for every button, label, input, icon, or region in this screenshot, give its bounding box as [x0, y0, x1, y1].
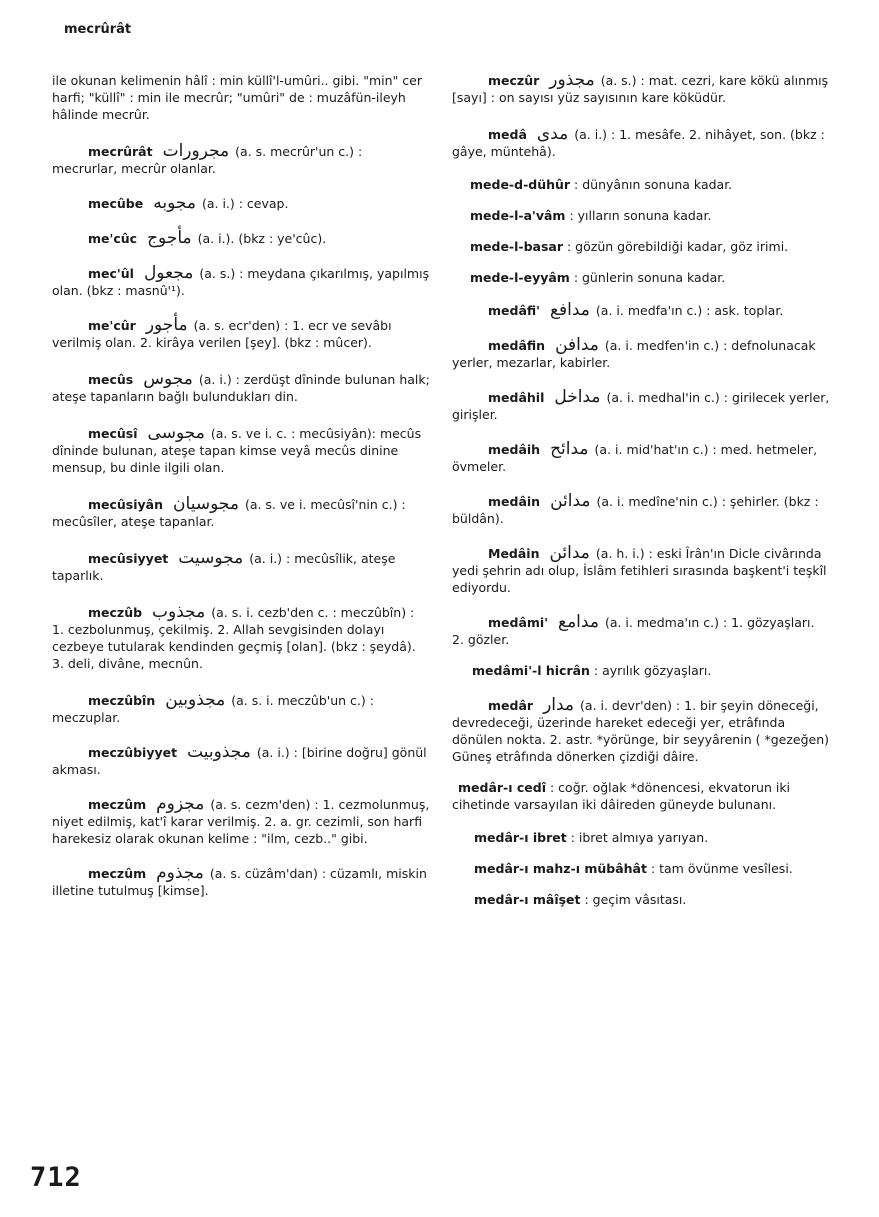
- headword: medâih: [488, 442, 541, 457]
- headword: medâr: [488, 698, 534, 713]
- dictionary-entry: [52, 744, 430, 778]
- definition: (a. s. cezm'den) : 1. cezmolunmuş, niyet edilmiş, kat'î karar verilmiş. 2. a. gr. cezimli, son harfi harekesiz olarak okunan kelime : "ilm, cezb.." gibi.: [52, 797, 430, 846]
- dictionary-entry: [452, 389, 830, 423]
- definition: : günlerin sonuna kadar.: [573, 270, 726, 285]
- arabic-script: مداخل: [554, 387, 601, 407]
- arabic-script: مجوسيت: [178, 548, 244, 568]
- headword: meczûbiyyet: [88, 745, 178, 760]
- arabic-script: مدار: [543, 695, 575, 715]
- headword: meczûm: [88, 797, 147, 812]
- dictionary-entry: [52, 692, 430, 726]
- definition: (a. i.) : mecûsîlik, ateşe taparlık.: [52, 551, 396, 583]
- headword: mede-l-eyyâm: [470, 270, 570, 285]
- headword: meczûm: [88, 866, 147, 881]
- headword: meczûr: [488, 73, 540, 88]
- headword: mecûs: [88, 372, 134, 387]
- arabic-script: مأجور: [145, 315, 188, 335]
- page-number: 712: [30, 1162, 82, 1193]
- headword: mede-l-basar: [470, 239, 564, 254]
- dictionary-entry: [52, 265, 430, 299]
- arabic-script: مجرورات: [162, 141, 230, 161]
- definition: (a. i.) : zerdüşt dîninde bulunan halk; ateşe tapanların bağlı bulundukları din.: [52, 372, 430, 404]
- headword: medâmi': [488, 615, 549, 630]
- arabic-script: مجوبه: [153, 193, 196, 213]
- left-column: [52, 70, 430, 899]
- dictionary-entry: [52, 604, 430, 672]
- dictionary-entry: [452, 697, 830, 765]
- dictionary-entry: [452, 269, 830, 286]
- dictionary-entry: [452, 238, 830, 255]
- definition: (a. i. medhal'in c.) : girilecek yerler, girişler.: [452, 390, 830, 422]
- headword: medâhil: [488, 390, 545, 405]
- dictionary-entry: [52, 143, 430, 177]
- dictionary-entry: [52, 496, 430, 530]
- definition: : ibret almıya yarıyan.: [570, 830, 709, 845]
- definition: (a. i.) : [birine doğru] gönül akması.: [52, 745, 427, 777]
- definition: (a. i. mid'hat'ın c.) : med. hetmeler, övmeler.: [452, 442, 818, 474]
- headword: medâin: [488, 494, 541, 509]
- dictionary-entry: [452, 545, 830, 596]
- dictionary-entry: [452, 779, 830, 813]
- definition: : geçim vâsıtası.: [584, 892, 687, 907]
- dictionary-entry: [52, 195, 430, 212]
- headword: mec'ûl: [88, 266, 134, 281]
- arabic-script: مجعول: [143, 263, 194, 283]
- arabic-script: مدافن: [555, 335, 599, 355]
- arabic-script: مدائن: [549, 543, 590, 563]
- definition: (a. i.). (bkz : ye'cûc).: [197, 231, 327, 246]
- running-header: mecrûrât: [64, 22, 132, 37]
- dictionary-entry: [452, 441, 830, 475]
- dictionary-entry: [52, 371, 430, 405]
- headword: medâfin: [488, 338, 546, 353]
- definition: : yılların sonuna kadar.: [569, 208, 712, 223]
- arabic-script: مجذوبيت: [187, 742, 251, 762]
- dictionary-entry: [452, 493, 830, 527]
- dictionary-entry: [452, 337, 830, 371]
- headword: medâmi'-l hicrân: [472, 663, 590, 678]
- arabic-script: مأجوج: [147, 228, 192, 248]
- dictionary-entry: [452, 860, 830, 877]
- headword: mecûsî: [88, 426, 138, 441]
- definition: (a. i. medîne'nin c.) : şehirler. (bkz : büldân).: [452, 494, 819, 526]
- headword: Medâin: [488, 546, 540, 561]
- arabic-script: مجذور: [549, 70, 595, 90]
- dictionary-entry: [52, 550, 430, 584]
- definition: (a. i. devr'den) : 1. bir şeyin döneceği, devredeceği, üzerinde hareket edeceği yer, etrâfında dönülen nokta. 2. astr. *yörünge, bir seyyârenin ( *gezeğen) Güneş etrâfında dönerken çizdiği dâire.: [452, 698, 829, 764]
- dictionary-entry: [452, 891, 830, 908]
- headword: meczûbîn: [88, 693, 156, 708]
- headword: mecûsiyyet: [88, 551, 169, 566]
- definition: (a. i.) : 1. mesâfe. 2. nihâyet, son. (bkz : gâye, müntehâ).: [452, 127, 825, 159]
- headword: mecrûrât: [88, 144, 153, 159]
- definition: : dünyânın sonuna kadar.: [574, 177, 733, 192]
- definition: (a. s. ve i. c. : mecûsiyân): mecûs dîninde bulunan, ateşe tapan kimse veyâ mecûs dinine mensup, bu dinle ilgili olan.: [52, 426, 422, 475]
- definition: (a. s. cüzâm'dan) : cüzamlı, miskin illetine tutulmuş [kimse].: [52, 866, 427, 898]
- definition: : tam övünme vesîlesi.: [650, 861, 793, 876]
- arabic-script: مجزوم: [156, 794, 205, 814]
- dictionary-entry: [52, 317, 430, 351]
- headword: mecûbe: [88, 196, 144, 211]
- headword: me'cûc: [88, 231, 138, 246]
- dictionary-entry: [452, 72, 830, 106]
- dictionary-entry: [452, 829, 830, 846]
- headword: mede-l-a'vâm: [470, 208, 566, 223]
- dictionary-entry: [452, 302, 830, 319]
- headword: medâr-ı cedî: [458, 780, 546, 795]
- dictionary-entry: [452, 126, 830, 160]
- definition: (a. s.) : mat. cezri, kare kökü alınmış [sayı] : on sayısı yüz sayısının kare köküdür.: [452, 73, 829, 105]
- arabic-script: مجذوبين: [165, 690, 226, 710]
- headword: medâr-ı mahz-ı mübâhât: [474, 861, 647, 876]
- definition: (a. i. medma'ın c.) : 1. gözyaşları. 2. gözler.: [452, 615, 815, 647]
- dictionary-entry: [52, 72, 430, 123]
- arabic-script: مدافع: [549, 300, 590, 320]
- dictionary-entry: [452, 176, 830, 193]
- headword: meczûb: [88, 605, 143, 620]
- arabic-script: مدائن: [550, 491, 591, 511]
- dictionary-entry: [452, 662, 830, 679]
- definition: (a. i. medfen'in c.) : defnolunacak yerler, mezarlar, kabirler.: [452, 338, 816, 370]
- arabic-script: مجذوب: [152, 602, 206, 622]
- headword: medâ: [488, 127, 527, 142]
- dictionary-entry: [52, 865, 430, 899]
- dictionary-entry: [452, 614, 830, 648]
- arabic-script: مدامع: [558, 612, 599, 632]
- dictionary-entry: [452, 207, 830, 224]
- definition: (a. s. mecrûr'un c.) : mecrurlar, mecrûr olanlar.: [52, 144, 363, 176]
- definition: (a. s. i. meczûb'un c.) : meczuplar.: [52, 693, 374, 725]
- arabic-script: مجوس: [143, 369, 193, 389]
- definition: (a. s.) : meydana çıkarılmış, yapılmış olan. (bkz : masnû'¹).: [52, 266, 430, 298]
- definition: (a. h. i.) : eski Îrân'ın Dicle civârında yedi şehrin adı olup, İslâm fetihleri sırasında başkent'i teşkîl ediyordu.: [452, 546, 827, 595]
- headword: medâr-ı mâîşet: [474, 892, 581, 907]
- arabic-script: مدائح: [550, 439, 589, 459]
- definition: : coğr. oğlak *dönencesi, ekvatorun iki cihetinde varsayılan iki dâireden güneyde bulunanı.: [452, 780, 791, 812]
- definition: (a. s. i. cezb'den c. : meczûbîn) : 1. cezbolunmuş, çekilmiş. 2. Allah sevgisinden dolayı cezbeye tutularak kendinden geçmiş [olan]. (bkz : şeydâ). 3. deli, divâne, mecnûn.: [52, 605, 416, 671]
- headword: mede-d-dühûr: [470, 177, 571, 192]
- headword: medâr-ı ibret: [474, 830, 567, 845]
- dictionary-entry: [52, 230, 430, 247]
- headword: me'cûr: [88, 318, 136, 333]
- definition: (a. s. ve i. mecûsî'nin c.) : mecûsîler, ateşe tapanlar.: [52, 497, 406, 529]
- definition: : gözün görebildiği kadar, göz irimi.: [567, 239, 789, 254]
- dictionary-entry: [52, 425, 430, 476]
- headword: medâfi': [488, 303, 540, 318]
- headword: mecûsiyân: [88, 497, 164, 512]
- arabic-script: مجوسيان: [173, 494, 239, 514]
- definition: : ayrılık gözyaşları.: [593, 663, 712, 678]
- arabic-script: مجذوم: [156, 863, 204, 883]
- definition: (a. s. ecr'den) : 1. ecr ve sevâbı verilmiş olan. 2. kirâya verilen [şey]. (bkz : mûcer).: [52, 318, 392, 350]
- definition: (a. i. medfa'ın c.) : ask. toplar.: [595, 303, 784, 318]
- arabic-script: مجوسى: [147, 423, 205, 443]
- definition: (a. i.) : cevap.: [201, 196, 289, 211]
- dictionary-entry: [52, 796, 430, 847]
- definition: ile okunan kelimenin hâlî : min küllî'l-umûri.. gibi. "min" cer harfi; "küllî" : min ile mecrûr; "umûri" de : muzâfün-ileyh hâlinde mecrûr.: [52, 73, 423, 122]
- arabic-script: مدى: [536, 124, 569, 144]
- right-column: [452, 70, 830, 908]
